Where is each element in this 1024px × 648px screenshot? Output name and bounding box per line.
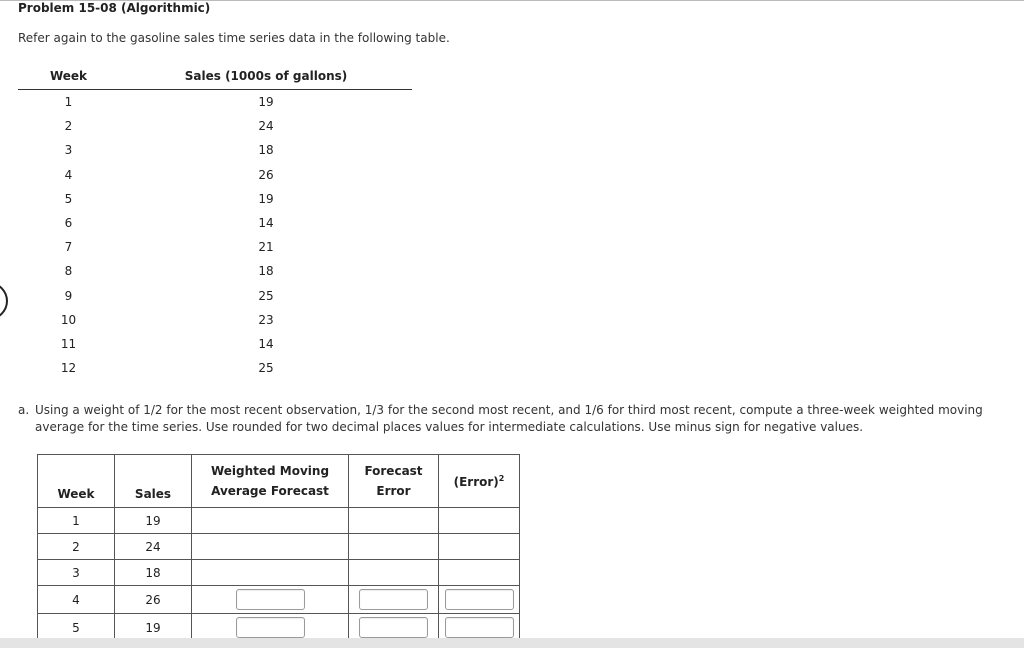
error-input-week-4[interactable] [359,589,428,610]
error-cell [349,534,439,560]
answer-header-wma [192,455,349,508]
sales-cell: 18 [258,143,274,158]
error-cell [349,560,439,586]
wma-cell [192,560,349,586]
sales-data-header [18,67,412,90]
week-cell: 6 [64,215,73,230]
table-row [18,235,412,259]
answer-table [37,454,520,642]
week-cell: 2 [38,534,115,560]
table-row [18,114,412,138]
table-row [38,534,520,560]
sales-cell: 26 [258,167,274,182]
week-cell: 12 [60,361,77,376]
error-cell [349,586,439,614]
table-row [18,308,412,332]
error-header-line2: Error [376,484,411,498]
squared-error-cell [439,534,520,560]
bottom-scroll-band[interactable] [0,638,1024,648]
wma-input-week-5[interactable] [236,617,305,638]
squared-error-cell [439,586,520,614]
week-cell: 5 [38,614,115,642]
problem-title: Problem 15-08 (Algorithmic) [18,1,211,15]
error-cell [349,508,439,534]
sales-cell: 18 [258,264,274,279]
sales-cell: 19 [258,95,274,109]
sales-cell: 24 [258,119,274,134]
week-cell: 8 [64,264,73,279]
table-row [38,508,520,534]
sales-cell: 14 [258,336,274,351]
table-row [18,187,412,211]
table-row [18,211,412,235]
table-row [18,138,412,162]
sales-cell: 25 [258,288,274,303]
answer-header-sales: Sales [115,455,192,508]
week-cell: 1 [38,508,115,534]
sales-cell: 21 [258,240,274,255]
problem-intro: Refer again to the gasoline sales time series data in the following table. [18,31,450,45]
table-row [18,90,412,114]
sales-cell: 24 [115,534,192,560]
header-sales: Sales (1000s of gallons) [184,69,348,83]
week-cell: 7 [64,240,73,255]
header-week: Week [49,69,88,83]
sales-cell: 25 [258,361,274,376]
question-label: a. [18,403,30,417]
answer-header-week: Week [38,455,115,508]
week-cell: 5 [64,191,73,206]
wma-cell [192,586,349,614]
week-cell: 10 [60,312,77,327]
squared-error-input-week-4[interactable] [445,589,514,610]
sq-header-superscript: 2 [498,473,505,483]
side-arc-decoration [0,282,8,320]
table-row [18,163,412,187]
table-row [18,332,412,356]
squared-error-cell [439,508,520,534]
wma-cell [192,534,349,560]
sales-data-table [18,67,412,380]
question-a [18,402,1018,436]
week-cell: 4 [64,167,73,182]
week-cell: 3 [64,143,73,158]
wma-input-week-4[interactable] [236,589,305,610]
sales-cell: 18 [115,560,192,586]
error-input-week-5[interactable] [359,617,428,638]
sales-cell: 23 [258,312,274,327]
answer-header-squared-error [439,455,520,508]
week-cell: 1 [64,95,73,109]
week-cell: 11 [60,336,77,351]
sales-cell: 26 [115,586,192,614]
sales-cell: 14 [258,215,274,230]
question-text: Using a weight of 1/2 for the most recent observation, 1/3 for the second most recent, and 1/6 for third most recent, compute a three-week weighted moving average for the time series. Use rounded for two decimal places values for intermediate calculations. Use minus sign for negative values. [35,403,983,434]
sales-cell: 19 [115,508,192,534]
sq-header-text: (Error) [453,474,499,489]
week-cell: 2 [64,119,73,134]
squared-error-cell [439,560,520,586]
answer-header-error [349,455,439,508]
sales-cell: 19 [258,191,274,206]
wma-header-line2: Average Forecast [211,484,329,498]
week-cell: 3 [38,560,115,586]
week-cell: 4 [38,586,115,614]
sales-cell: 19 [115,614,192,642]
error-header-line1: Forecast [364,464,423,478]
table-row [38,586,520,614]
wma-header-line1: Weighted Moving [210,464,330,478]
table-row [18,259,412,283]
week-cell: 9 [64,288,73,303]
table-row [18,284,412,308]
answer-header-row [38,455,520,508]
table-row [18,356,412,380]
wma-cell [192,508,349,534]
table-row [38,560,520,586]
squared-error-input-week-5[interactable] [445,617,514,638]
